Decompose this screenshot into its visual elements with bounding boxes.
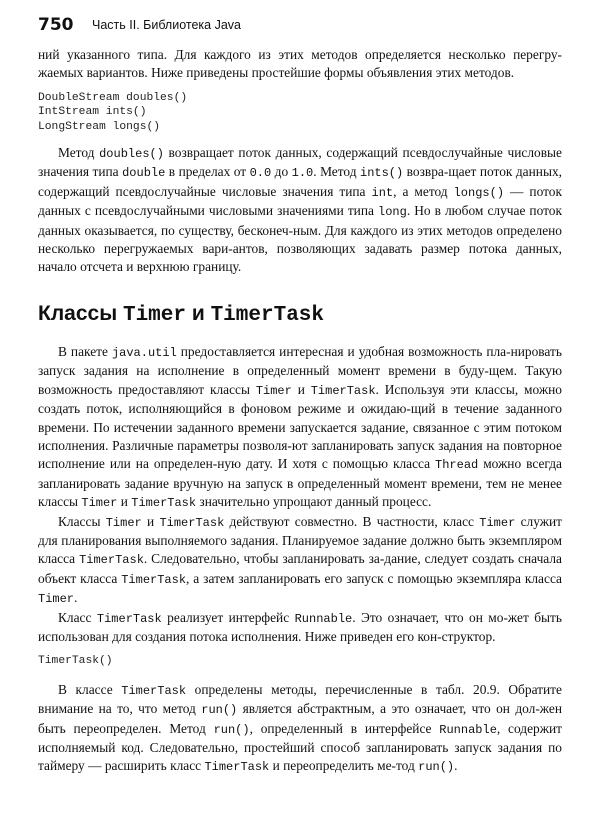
paragraph-timer-intro: В пакете java.util предоставляется интересная и удобная возможность пла-нировать запуск задания на исполнение в определенный момент времени в буду-щем. Такую возможность предоставляют классы Timer и TimerTask. Используя эти классы, можно создать поток, исполняющийся в фоновом режиме и ожидаю-щий в течение заданного времени. По истечении заданного времени запускается задание, связанное с этим потоком исполнения. Различные параметры позволя-ют запланировать запуск задания на повторное исполнение или на определен-ную дату. И хотя с помощью класса Thread можно всегда запланировать задание вручную на запуск в определенный момент времени, тем не менее классы Timer и TimerTask значительно упрощают данный процесс. (38, 343, 562, 511)
paragraph-timer-cooperation: Классы Timer и TimerTask действуют совместно. В частности, класс Timer служит для планирования выполняемого задания. Планируемое задание должно быть экземпляром класса TimerTask. Следовательно, чтобы запланировать за-дание, следует создать сначала объект класса TimerTask, а затем запланировать его запуск с помощью экземпляра класса Timer. (38, 513, 562, 607)
running-head: Часть II. Библиотека Java (92, 18, 241, 32)
paragraph-timertask-runnable: Класс TimerTask реализует интерфейс Runnable. Это означает, что он мо-жет быть использован для создания потока исполнения. Ниже приведен его кон-структор. (38, 609, 563, 644)
code-block-stream-methods: DoubleStream doubles() IntStream ints() LongStream longs() (38, 91, 188, 133)
section-heading: Классы Timer и TimerTask (38, 301, 324, 327)
paragraph-doubles-ints-longs: Метод doubles() возвращает поток данных, содержащий псевдослучайные числовые значения типа double в пределах от 0.0 до 1.0. Метод ints() возвра-щает поток данных, содержащий псевдослучайные числовые значения типа int, а метод longs() — поток данных с псевдослучайными числовыми значениями типа long. Но в любом случае поток данных оказывается, по существу, бесконеч-ным. Для каждого из этих методов определено несколько перегружаемых вари-антов, позволяющих задавать размер потока данных, начало отсчета и верхнюю границу. (38, 145, 562, 275)
page-number: 750 (38, 15, 74, 35)
paragraph-continued: ний указанного типа. Для каждого из этих методов определяется несколько перегру-жаемых вариантов. Ниже приведены простейшие формы объявления этих методов. (38, 47, 562, 81)
paragraph-timertask-methods: В классе TimerTask определены методы, перечисленные в табл. 20.9. Обратите внимание на то, что метод run() является абстрактным, а это означает, что он дол-жен быть переопределен. Метод run(), определенный в интерфейсе Runnable, содержит исполняемый код. Следовательно, простейший способ запланировать запуск задания по таймеру — расширить класс TimerTask и переопределить ме-тод run(). (38, 681, 563, 775)
code-block-constructor: TimerTask() (38, 655, 113, 668)
page-header (38, 13, 560, 39)
page-content (38, 46, 562, 777)
